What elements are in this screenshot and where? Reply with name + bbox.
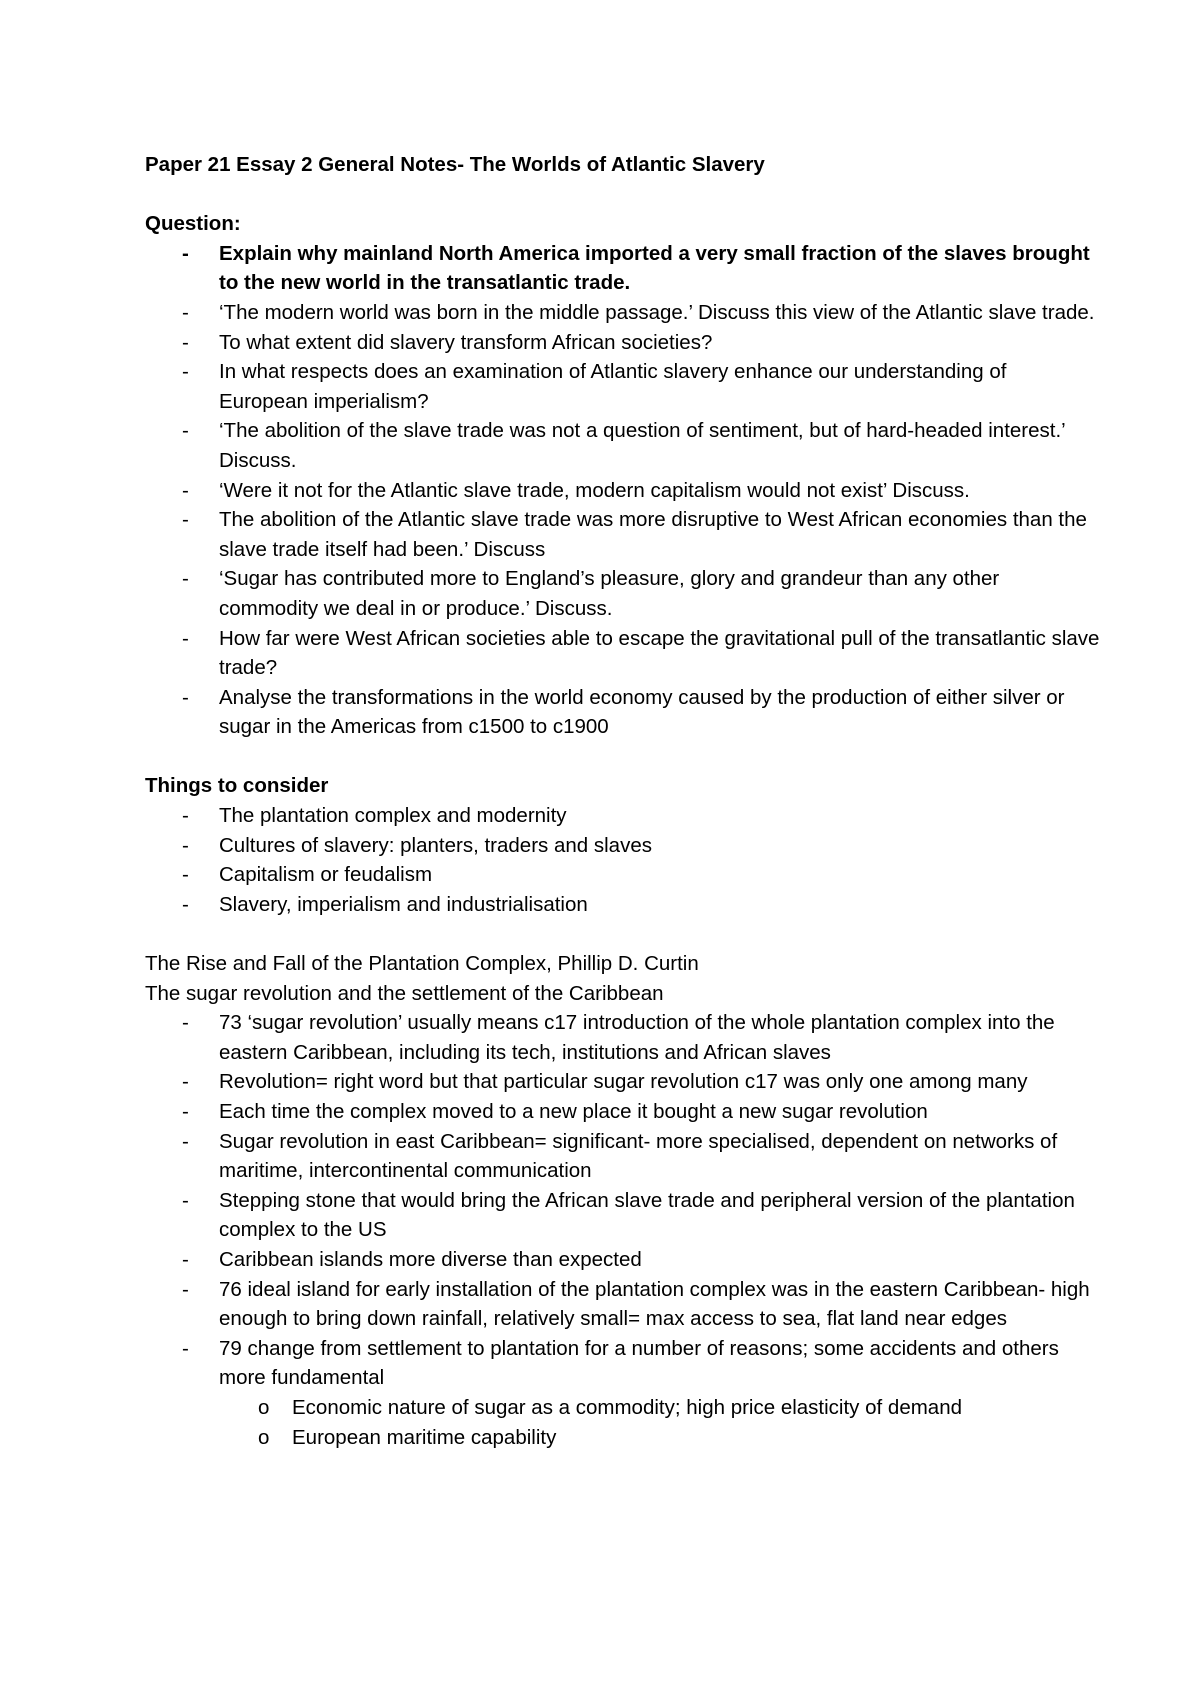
sub-list <box>219 1393 1100 1452</box>
list-item: - The abolition of the Atlantic slave trade was more disruptive to West African economies than the slave trade itself had been.’ Discuss <box>219 505 1100 564</box>
consider-heading: Things to consider <box>145 774 329 798</box>
list-item: - 73 ‘sugar revolution’ usually means c17 introduction of the whole plantation complex into the eastern Caribbean, including its tech, institutions and African slaves <box>219 1008 1100 1067</box>
list-item: - Revolution= right word but that particular sugar revolution c17 was only one among many <box>219 1067 1100 1097</box>
book-notes-list <box>145 1008 1100 1452</box>
list-item: - Each time the complex moved to a new place it bought a new sugar revolution <box>219 1097 1100 1127</box>
question-heading: Question: <box>145 212 241 236</box>
list-item: - Cultures of slavery: planters, traders and slaves <box>219 831 1100 861</box>
list-item: - ‘The modern world was born in the middle passage.’ Discuss this view of the Atlantic slave trade. <box>219 298 1100 328</box>
list-item: - The plantation complex and modernity <box>219 801 1100 831</box>
list-item <box>219 1334 1100 1452</box>
question-list <box>145 239 1100 742</box>
list-item: - ‘The abolition of the slave trade was not a question of sentiment, but of hard-headed interest.’ Discuss. <box>219 416 1100 475</box>
spacer <box>145 180 1100 210</box>
list-item: - How far were West African societies able to escape the gravitational pull of the transatlantic slave trade? <box>219 624 1100 683</box>
list-item: - 76 ideal island for early installation of the plantation complex was in the eastern Caribbean- high enough to bring down rainfall, relatively small= max access to sea, flat land near edges <box>219 1275 1100 1334</box>
list-item-text: 79 change from settlement to plantation for a number of reasons; some accidents and others more fundamental <box>219 1336 1059 1390</box>
book-title: The Rise and Fall of the Plantation Complex, Phillip D. Curtin <box>145 952 699 976</box>
list-item: - Slavery, imperialism and industrialisation <box>219 890 1100 920</box>
list-item: - Sugar revolution in east Caribbean= significant- more specialised, dependent on networks of maritime, intercontinental communication <box>219 1127 1100 1186</box>
list-item: - ‘Were it not for the Atlantic slave trade, modern capitalism would not exist’ Discuss. <box>219 476 1100 506</box>
list-item: - Stepping stone that would bring the African slave trade and peripheral version of the plantation complex to the US <box>219 1186 1100 1245</box>
list-item: - Capitalism or feudalism <box>219 860 1100 890</box>
spacer <box>145 919 1100 949</box>
list-item: - To what extent did slavery transform African societies? <box>219 328 1100 358</box>
sub-list-item: o European maritime capability <box>292 1423 1100 1453</box>
list-item: - ‘Sugar has contributed more to England’s pleasure, glory and grandeur than any other commodity we deal in or produce.’ Discuss. <box>219 564 1100 623</box>
chapter-title: The sugar revolution and the settlement of the Caribbean <box>145 981 664 1005</box>
list-item: - Caribbean islands more diverse than expected <box>219 1245 1100 1275</box>
list-item: - Analyse the transformations in the world economy caused by the production of either silver or sugar in the Americas from c1500 to c1900 <box>219 683 1100 742</box>
spacer <box>145 742 1100 772</box>
consider-list <box>145 801 1100 919</box>
list-item: - Explain why mainland North America imported a very small fraction of the slaves brought to the new world in the transatlantic trade. <box>219 239 1100 298</box>
sub-list-item: o Economic nature of sugar as a commodity; high price elasticity of demand <box>292 1393 1100 1423</box>
list-item: - In what respects does an examination of Atlantic slavery enhance our understanding of European imperialism? <box>219 357 1100 416</box>
document-title: Paper 21 Essay 2 General Notes- The Worlds of Atlantic Slavery <box>145 153 765 176</box>
